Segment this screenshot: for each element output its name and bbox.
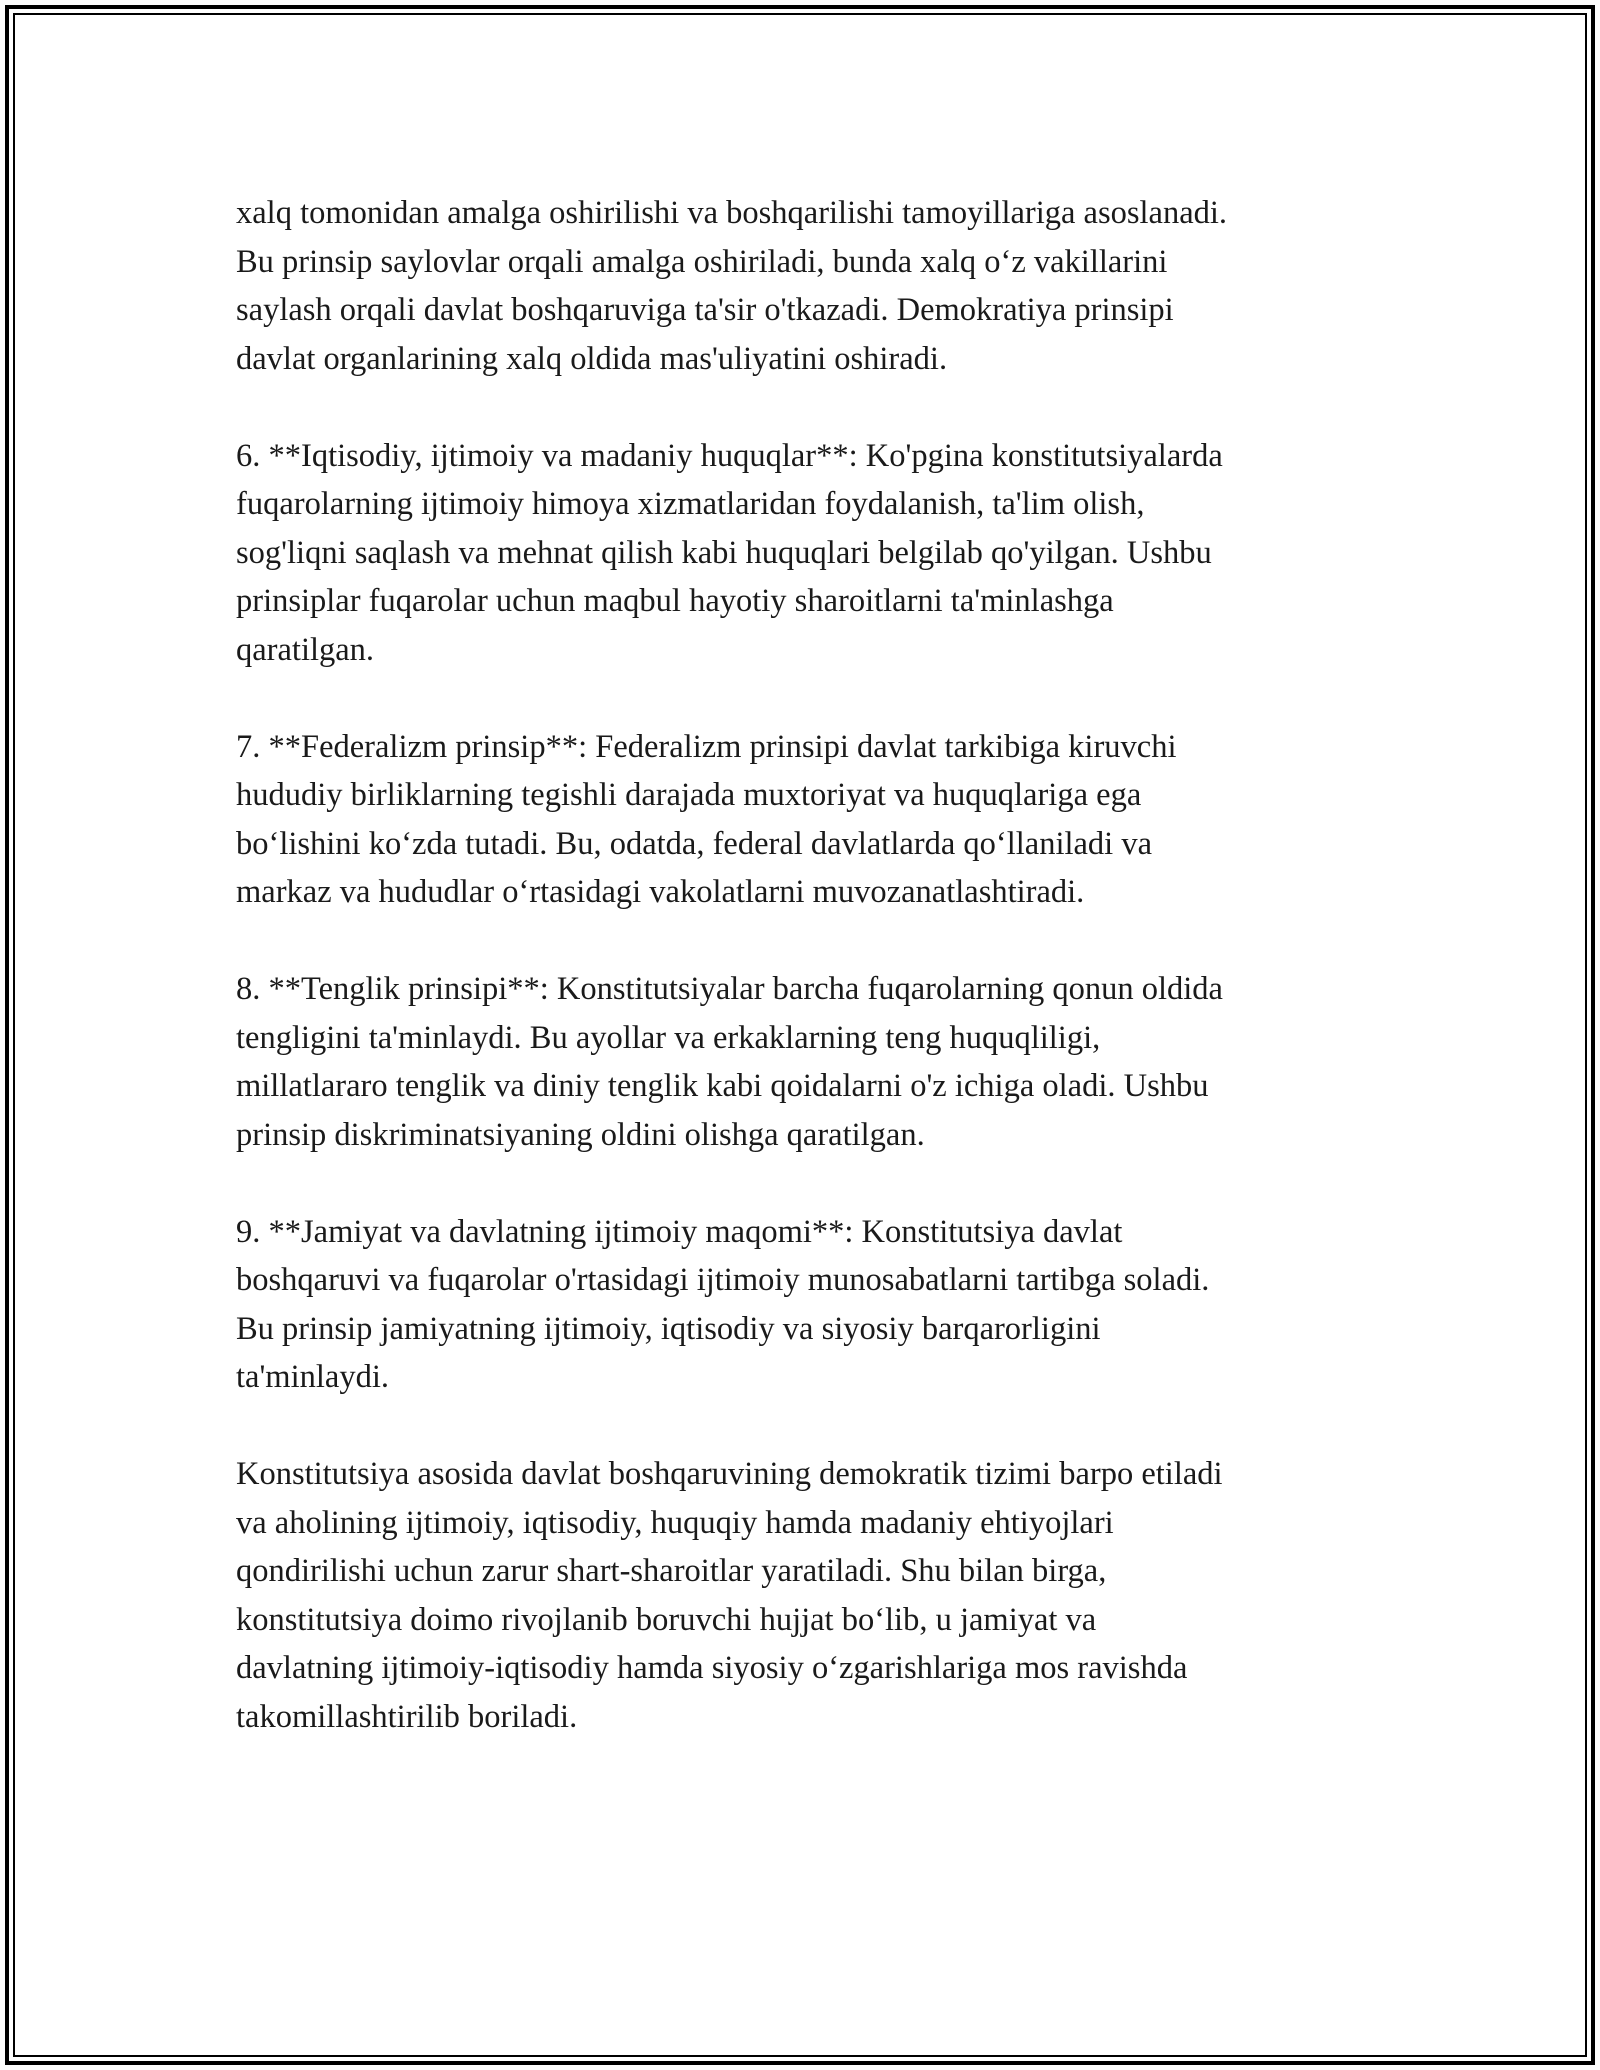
text-line: prinsiplar fuqarolar uchun maqbul hayotiy sharoitlarni ta'minlashga: [236, 583, 1114, 619]
text-line: hududiy birliklarning tegishli darajada muxtoriyat va huquqlariga ega: [236, 777, 1142, 813]
paragraph-item-8: [236, 965, 1376, 1159]
text-line: boshqaruvi va fuqarolar o'rtasidagi ijtimoiy munosabatlarni tartibga soladi.: [236, 1262, 1210, 1298]
text-line: qondirilishi uchun zarur shart-sharoitlar yaratiladi. Shu bilan birga,: [236, 1553, 1107, 1589]
text-line: Konstitutsiya asosida davlat boshqaruvining demokratik tizimi barpo etiladi: [236, 1456, 1223, 1492]
text-line: xalq tomonidan amalga oshirilishi va boshqarilishi tamoyillariga asoslanadi.: [236, 195, 1228, 231]
text-line: va aholining ijtimoiy, iqtisodiy, huquqiy hamda madaniy ehtiyojlari: [236, 1504, 1114, 1541]
text-line: 9. **Jamiyat va davlatning ijtimoiy maqomi**: Konstitutsiya davlat: [236, 1213, 1123, 1250]
paragraph-item-7: [236, 723, 1376, 917]
text-line: qaratilgan.: [236, 631, 375, 668]
text-line: 8. **Tenglik prinsipi**: Konstitutsiyalar barcha fuqarolarning qonun oldida: [236, 971, 1223, 1007]
text-line: tengligini ta'minlaydi. Bu ayollar va erkaklarning teng huquqliligi,: [236, 1019, 1101, 1056]
paragraph-item-9: [236, 1208, 1376, 1402]
text-line: fuqarolarning ijtimoiy himoya xizmatlaridan foydalanish, ta'lim olish,: [236, 486, 1145, 522]
paragraph-item-6: [236, 432, 1376, 675]
text-line: millatlararo tenglik va diniy tenglik kabi qoidalarni o'z ichiga oladi. Ushbu: [236, 1068, 1209, 1104]
paragraph-democracy-continuation: [236, 189, 1376, 383]
text-line: davlatning ijtimoiy-iqtisodiy hamda siyosiy o‘zgarishlariga mos ravishda: [236, 1650, 1188, 1686]
paragraph-conclusion: [236, 1450, 1376, 1741]
text-line: bo‘lishini ko‘zda tutadi. Bu, odatda, federal davlatlarda qo‘llaniladi va: [236, 825, 1153, 862]
text-line: Bu prinsip jamiyatning ijtimoiy, iqtisodiy va siyosiy barqarorligini: [236, 1310, 1101, 1347]
text-line: sog'liqni saqlash va mehnat qilish kabi huquqlari belgilab qo'yilgan. Ushbu: [236, 534, 1212, 571]
document-body: [236, 189, 1376, 1790]
text-line: Bu prinsip saylovlar orqali amalga oshiriladi, bunda xalq o‘z vakillarini: [236, 243, 1168, 280]
text-line: ta'minlaydi.: [236, 1359, 389, 1395]
text-line: prinsip diskriminatsiyaning oldini olishga qaratilgan.: [236, 1116, 925, 1153]
text-line: takomillashtirilib boriladi.: [236, 1698, 578, 1735]
text-line: 6. **Iqtisodiy, ijtimoiy va madaniy huquqlar**: Ko'pgina konstitutsiyalarda: [236, 437, 1223, 474]
text-line: konstitutsiya doimo rivojlanib boruvchi hujjat bo‘lib, u jamiyat va: [236, 1601, 1097, 1638]
text-line: 7. **Federalizm prinsip**: Federalizm prinsipi davlat tarkibiga kiruvchi: [236, 728, 1177, 765]
text-line: markaz va hududlar o‘rtasidagi vakolatlarni muvozanatlashtiradi.: [236, 874, 1085, 910]
text-line: davlat organlarining xalq oldida mas'uliyatini oshiradi.: [236, 340, 948, 377]
text-line: saylash orqali davlat boshqaruviga ta'sir o'tkazadi. Demokratiya prinsipi: [236, 292, 1174, 328]
